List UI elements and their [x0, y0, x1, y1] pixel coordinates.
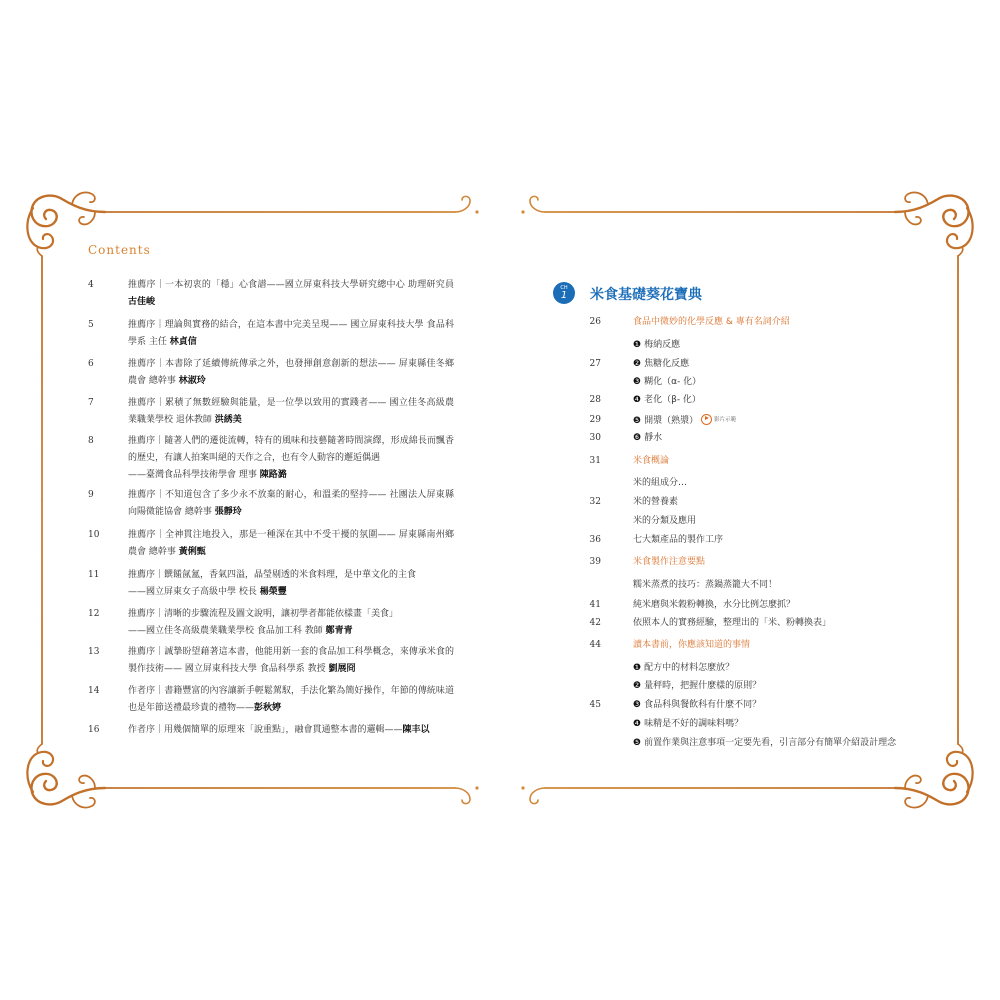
toc-item-page: 36 — [589, 535, 601, 545]
toc-item-text: 純米磨與米穀粉轉換，水分比例怎麼抓？ — [633, 600, 796, 610]
toc-entry-credit: ——國立佳冬高級農業職業學校 食品加工科 教師 — [128, 626, 326, 636]
toc-item-text: 量秤時，把握什麼樣的原則？ — [644, 681, 762, 691]
toc-section-heading — [570, 454, 910, 468]
toc-page-number: 16 — [88, 725, 100, 735]
toc-entry-title: 作者序｜用幾個簡單的原理來「說重點」，融會貫通整本書的邏輯 — [128, 725, 385, 735]
chapter-badge — [553, 282, 575, 304]
toc-item — [570, 717, 910, 731]
toc-item-marker: ❷ — [633, 681, 642, 691]
chapter-badge-number: 1 — [560, 290, 568, 301]
toc-entry-credit: —— 屏東縣佳冬鄉農會 總幹事 — [128, 359, 454, 386]
toc-item — [570, 514, 910, 528]
toc-entry-credit: —— 國立佳冬高級農業職業學校 退休教師 — [128, 398, 454, 425]
toc-item-page: 30 — [589, 433, 601, 443]
toc-entry — [128, 527, 454, 561]
toc-entry-author: 林淑玲 — [178, 376, 206, 386]
toc-item-marker: ❹ — [633, 719, 642, 729]
toc-item — [570, 357, 910, 371]
chapter-title: 米食基礎葵花寶典 — [590, 287, 702, 303]
toc-item — [570, 476, 910, 490]
toc-item-page: 26 — [589, 317, 601, 327]
toc-entry — [128, 433, 454, 484]
play-icon[interactable] — [701, 414, 712, 425]
toc-item-text: 梅納反應 — [644, 340, 681, 350]
toc-item-text: 依照本人的實務經驗，整理出的「米、粉轉換表」 — [633, 618, 832, 628]
contents-heading: Contents — [88, 243, 151, 257]
toc-item-page: 31 — [589, 456, 601, 466]
toc-page-number: 11 — [88, 570, 100, 580]
toc-entry — [128, 567, 454, 601]
toc-item — [570, 393, 910, 407]
toc-item-text: 前置作業與注意事項一定要先看，引言部分有簡單介紹設計理念 — [644, 738, 897, 748]
toc-entry — [128, 356, 454, 390]
toc-entry-author: 鄭青青 — [325, 626, 353, 636]
toc-entry-credit: —— 國立屏東科技大學 食品科學系 主任 — [128, 320, 454, 347]
toc-section-heading — [570, 555, 910, 569]
toc-item-marker: ❻ — [633, 433, 642, 443]
toc-item-page: 32 — [589, 497, 601, 507]
toc-page-number: 14 — [88, 686, 100, 696]
toc-entry — [128, 277, 454, 311]
toc-item-marker: ❷ — [633, 359, 642, 369]
toc-entry-author: 陳路潞 — [259, 470, 287, 480]
toc-entry — [128, 487, 454, 521]
toc-entry-credit: ——臺灣食品科學技術學會 理事 — [128, 470, 260, 480]
toc-item — [570, 375, 910, 389]
toc-entry-author: 劉展冏 — [328, 664, 356, 674]
toc-entry-credit: —— — [384, 725, 403, 735]
toc-entry-title: 推薦序｜累積了無數經驗與能量，是一位學以致用的實踐者 — [128, 398, 369, 408]
toc-item-page: 29 — [589, 415, 601, 425]
toc-entry-title: 推薦序｜理論與實務的結合，在這本書中完美呈現 — [128, 320, 330, 330]
toc-entry-title: 推薦序｜不知道包含了多少永不放棄的耐心，和溫柔的堅持 — [128, 490, 369, 500]
toc-item — [570, 598, 910, 612]
toc-item-text: 味精是不好的調味料嗎？ — [644, 719, 744, 729]
toc-section-heading — [570, 638, 910, 652]
toc-entry-credit: —— — [236, 703, 255, 713]
toc-item-page: 27 — [589, 359, 601, 369]
toc-page-number: 10 — [88, 530, 100, 540]
toc-entry — [128, 644, 454, 678]
toc-entry-author: 林貞信 — [169, 337, 197, 347]
toc-item-text: 糊化（α- 化） — [644, 377, 702, 387]
toc-entry-author: 古佳峻 — [128, 297, 156, 307]
toc-page-number: 8 — [88, 436, 94, 446]
toc-page-number: 4 — [88, 280, 94, 290]
toc-entry — [128, 722, 454, 739]
toc-item — [570, 661, 910, 675]
toc-page-number: 12 — [88, 609, 100, 619]
toc-entry-title: 推薦序｜全神貫注地投入，那是一種深在其中不受干擾的氛圍 — [128, 530, 378, 540]
toc-item — [570, 698, 910, 712]
toc-item — [570, 533, 910, 547]
toc-section-heading — [570, 315, 910, 329]
toc-item — [570, 578, 910, 592]
toc-item-page: 41 — [589, 600, 601, 610]
toc-item-page: 44 — [589, 640, 601, 650]
video-demo-label: 影片示範 — [714, 417, 737, 423]
toc-entry — [128, 395, 454, 429]
toc-item-marker: ❸ — [633, 700, 642, 710]
toc-item-text: 米的組成分… — [633, 478, 688, 488]
toc-item — [570, 495, 910, 509]
toc-item-text: 米的營養素 — [633, 497, 679, 507]
toc-entry-credit: ——國立屏東女子高級中學 校長 — [128, 587, 260, 597]
toc-item-marker: ❶ — [633, 663, 642, 673]
toc-item-text: 靜水 — [644, 433, 663, 443]
toc-entry-title: 推薦序｜清晰的步驟流程及圖文說明，讓初學者都能依樣畫「美食」 — [128, 609, 399, 619]
toc-item-text: 讀本書前，你應該知道的事情 — [633, 640, 751, 650]
toc-item-marker: ❸ — [633, 377, 642, 387]
toc-entry-title: 推薦序｜一本初衷的「穩」心食譜 — [128, 280, 267, 290]
toc-entry-author: 黃俐甄 — [178, 547, 206, 557]
toc-entry-author: 洪綉美 — [214, 415, 242, 425]
chapter-badge-label: CH — [560, 285, 568, 291]
toc-entry-title: 作者序｜書籍豐富的內容讓新手輕鬆駕馭，手法化繁為簡好操作，年節的傳統味道也是年節送禮最珍貴的禮物 — [128, 686, 454, 713]
toc-item-text: 米食概論 — [633, 456, 670, 466]
toc-item-text: 焦糖化反應 — [644, 359, 690, 369]
toc-entry-title: 推薦序｜饌饈氤氳，香氣四溢，晶瑩剔透的米食料理，是中華文化的主食 — [128, 570, 417, 580]
toc-entry-credit: —— 社團法人屏東縣向陽微能協會 總幹事 — [128, 490, 454, 517]
toc-entry-title: 推薦序｜誠摯盼望藉著這本書，他能用新一套的食品加工科學概念，來傳承米食的製作技術 — [128, 647, 454, 674]
toc-item-text: 米食製作注意要點 — [633, 557, 706, 567]
toc-item-marker: ❺ — [633, 415, 642, 426]
toc-entry-credit: ——國立屏東科技大學研究總中心 助理研究員 — [266, 280, 454, 290]
toc-entry-credit: —— 屏東縣南州鄉農會 總幹事 — [128, 530, 454, 557]
toc-entry — [128, 606, 454, 640]
toc-item — [570, 413, 910, 427]
toc-item-page: 42 — [589, 618, 601, 628]
toc-entry-author: 楊榮豐 — [259, 587, 287, 597]
toc-entry-credit: —— 國立屏東科技大學 食品科學系 教授 — [164, 664, 329, 674]
toc-entry-title: 推薦序｜本書除了延續傳統傳承之外，也發揮創意創新的想法 — [128, 359, 378, 369]
toc-item-text: 七大類產品的製作工序 — [633, 535, 724, 545]
toc-page-number: 5 — [88, 320, 94, 330]
toc-page-number: 9 — [88, 490, 94, 500]
toc-entry-author: 陳丰以 — [402, 725, 430, 735]
toc-item — [570, 338, 910, 352]
toc-item-text: 米的分類及應用 — [633, 516, 697, 526]
toc-item-text: 食品中微妙的化學反應 & 專有名詞介紹 — [633, 317, 790, 327]
toc-item-marker: ❹ — [633, 395, 642, 405]
toc-item-page: 39 — [589, 557, 601, 567]
toc-entry-author: 彭秋婷 — [254, 703, 282, 713]
toc-entry — [128, 683, 454, 717]
toc-item — [570, 736, 910, 750]
toc-entry-author: 張靜玲 — [214, 507, 242, 517]
toc-item-text: 開漿（熟漿） — [644, 415, 699, 426]
toc-entry — [128, 317, 454, 351]
toc-item — [570, 679, 910, 693]
toc-item — [570, 616, 910, 630]
toc-item-text: 糯米蒸煮的技巧：蒸鍋蒸籠大不同！ — [633, 580, 778, 590]
toc-item — [570, 431, 910, 445]
toc-item-text: 食品科與餐飲科有什麼不同？ — [644, 700, 762, 710]
toc-item-marker: ❺ — [633, 738, 642, 748]
toc-page-number: 6 — [88, 359, 94, 369]
video-demo-link[interactable] — [701, 413, 736, 428]
toc-page-number: 13 — [88, 647, 100, 657]
toc-item-text: 配方中的材料怎麼放？ — [644, 663, 735, 673]
toc-item-marker: ❶ — [633, 340, 642, 350]
toc-entry-title: 推薦序｜隨著人們的遷徙流轉，特有的風味和技藝隨著時間演繹，形成綿長而飄香的歷史，有讓人拍案叫絕的天作之合，也有令人動容的邂逅偶遇 — [128, 436, 454, 463]
toc-page-number: 7 — [88, 398, 94, 408]
toc-item-page: 28 — [589, 395, 601, 405]
toc-item-text: 老化（β- 化） — [644, 395, 701, 405]
toc-item-page: 45 — [589, 700, 601, 710]
